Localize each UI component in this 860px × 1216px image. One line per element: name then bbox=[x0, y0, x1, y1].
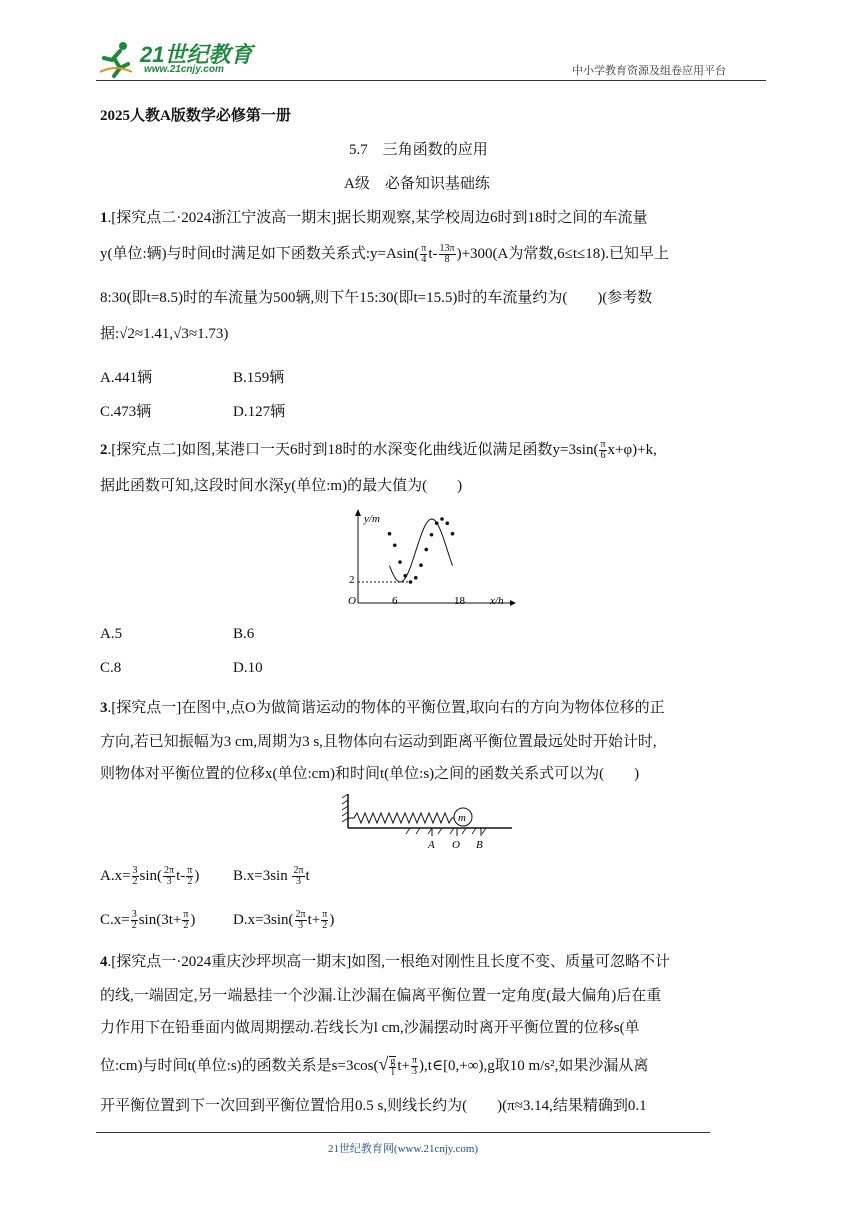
q4-text4b: ),t∈[0,+∞),g取10 m/s²,如果沙漏从离 bbox=[419, 1058, 649, 1074]
q4-line5: 开平衡位置到下一次回到平衡位置恰用0.5 s,则线长约为( )(π≈3.14,结果精确到0.1 bbox=[100, 1098, 647, 1114]
q2-depth-chart bbox=[340, 508, 520, 608]
q3-line2: 方向,若已知振幅为3 cm,周期为3 s,且物体向右运动到距离平衡位置最远处时开始计时, bbox=[100, 734, 657, 750]
q2-text1a: .[探究点二]如图,某港口一天6时到18时的水深变化曲线近似满足函数y=3sin( bbox=[107, 442, 599, 458]
data-point bbox=[398, 560, 402, 564]
q4-frac: $\frac{\pi}{3}$ bbox=[411, 1055, 418, 1078]
q4-sqrt: √ bbox=[378, 1054, 389, 1074]
logo-text: 21世纪教育 bbox=[140, 42, 253, 67]
data-point bbox=[388, 532, 392, 536]
data-point bbox=[393, 543, 397, 547]
logo-url: www.21cnjy.com bbox=[144, 64, 224, 75]
q1-line2 bbox=[100, 244, 669, 265]
point-a-label: A bbox=[428, 839, 435, 851]
point-b-label: B bbox=[476, 839, 483, 851]
q2-frac: $\frac{\pi}{6}$ bbox=[600, 439, 606, 462]
q2-option-a[interactable]: A.5 bbox=[100, 626, 123, 642]
footer-text: 21世纪教育网(www.21cnjy.com) bbox=[327, 1143, 479, 1155]
data-point bbox=[430, 533, 434, 537]
header-rule bbox=[96, 80, 766, 81]
q3-option-c[interactable]: C.x= $\frac{3}{2}$ sin(3t+ $\frac{\pi}{2}$ ) bbox=[100, 909, 196, 931]
q3-line1 bbox=[100, 698, 665, 718]
data-point bbox=[419, 563, 423, 567]
q2-line1 bbox=[100, 440, 657, 461]
data-point bbox=[403, 574, 407, 578]
q1-line1 bbox=[100, 208, 648, 228]
q2-option-c[interactable]: C.8 bbox=[100, 660, 122, 676]
q2-option-d[interactable]: D.10 bbox=[233, 660, 263, 676]
q1-option-d[interactable]: D.127辆 bbox=[233, 404, 286, 420]
q2-text1b: x+φ)+k, bbox=[607, 442, 657, 458]
logo bbox=[96, 36, 266, 80]
mass-label: m bbox=[458, 812, 466, 824]
q3-number: 3 bbox=[100, 700, 108, 716]
data-point bbox=[414, 576, 418, 580]
y-tick-2: 2 bbox=[349, 574, 355, 586]
q4-line2: 的线,一端固定,另一端悬挂一个沙漏.让沙漏在偏离平衡位置一定角度(最大偏角)后在重 bbox=[100, 988, 662, 1004]
q4-sqrt-frac: $\frac{g}{l}$ bbox=[390, 1055, 396, 1078]
x-tick-18: 18 bbox=[454, 595, 465, 607]
platform-name: 中小学教育资源及组卷应用平台 bbox=[572, 64, 726, 77]
x-axis-label: x/h bbox=[490, 595, 504, 607]
q4-line1 bbox=[100, 952, 670, 972]
q1-number: 1 bbox=[100, 210, 108, 226]
q2-option-b[interactable]: B.6 bbox=[233, 626, 255, 642]
data-point bbox=[424, 548, 428, 552]
q1-option-c[interactable]: C.473辆 bbox=[100, 404, 152, 420]
data-point bbox=[445, 521, 449, 525]
q3-line3: 则物体对平衡位置的位移x(单位:cm)和时间t(单位:s)之间的函数关系式可以为( ) bbox=[100, 766, 640, 782]
origin-label: O bbox=[348, 595, 356, 607]
q4-line3: 力作用下在铅垂面内做周期摆动.若线长为l cm,沙漏摆动时离开平衡位置的位移s(单 bbox=[100, 1020, 640, 1036]
x-axis-arrow bbox=[510, 600, 516, 606]
q1-option-a[interactable]: A.441辆 bbox=[100, 370, 153, 386]
q4-number: 4 bbox=[100, 954, 108, 970]
depth-curve bbox=[390, 519, 453, 582]
data-point bbox=[451, 532, 455, 536]
q3-text1: .[探究点一]在图中,点O为做简谐运动的物体的平衡位置,取向右的方向为物体位移的正 bbox=[107, 700, 665, 716]
q2-number: 2 bbox=[100, 442, 108, 458]
q1-frac1: $\frac{\pi}{4}$ bbox=[421, 243, 427, 266]
q1-line3: 8:30(即t=8.5)时的车流量为500辆,则下午15:30(即t=15.5)时的车流量约为( )(参考数 bbox=[100, 290, 653, 306]
level-title: A级 必备知识基础练 bbox=[344, 176, 490, 192]
q1-mid: t- bbox=[428, 246, 438, 262]
wall-hatch bbox=[342, 794, 348, 822]
q2-line2: 据此函数可知,这段时间水深y(单位:m)的最大值为( ) bbox=[100, 478, 463, 494]
floor-hatch bbox=[406, 828, 486, 834]
data-point bbox=[409, 580, 413, 584]
q4-line4: 位:cm)与时间t(单位:s)的函数关系是s=3cos(√ $\frac{g}{l}$ t+ $\frac{\pi}{3}$ ),t∈[0,+∞),g取10 m/s²,如果沙漏从离 bbox=[100, 1054, 649, 1078]
spring bbox=[348, 813, 456, 823]
q1-text1: .[探究点二·2024浙江宁波高一期末]据长期观察,某学校周边6时到18时之间的车流量 bbox=[107, 210, 648, 226]
section-title: 5.7 三角函数的应用 bbox=[349, 142, 488, 158]
data-point bbox=[440, 517, 444, 521]
chart-marks bbox=[358, 517, 454, 584]
point-o-label: O bbox=[452, 839, 460, 851]
q3-option-d[interactable]: D.x=3sin( $\frac{2\pi}{3}$ t+ $\frac{\pi}{2}$ ) bbox=[233, 909, 335, 931]
q1-option-b[interactable]: B.159辆 bbox=[233, 370, 285, 386]
q1-text2a: y(单位:辆)与时间t时满足如下函数关系式:y=Asin( bbox=[100, 246, 420, 262]
book-title: 2025人教A版数学必修第一册 bbox=[100, 108, 291, 124]
data-point bbox=[435, 521, 439, 525]
q4-text1: .[探究点一·2024重庆沙坪坝高一期末]如图,一根绝对刚性且长度不变、质量可忽略不计 bbox=[107, 954, 670, 970]
q1-line4: 据:√2≈1.41,√3≈1.73) bbox=[100, 326, 229, 342]
q1-frac2: $\frac{13\pi}{8}$ bbox=[439, 243, 455, 266]
q1-text2b: )+300(A为常数,6≤t≤18).已知早上 bbox=[456, 246, 670, 262]
q3-option-a[interactable]: A.x= $\frac{3}{2}$ sin( $\frac{2\pi}{3}$ t- $\frac{\pi}{2}$ ) bbox=[100, 865, 200, 887]
x-tick-6: 6 bbox=[392, 595, 398, 607]
q3-option-b[interactable]: B.x=3sin $\frac{2\pi}{3}$ t bbox=[233, 865, 310, 887]
y-axis-label: y/m bbox=[364, 513, 380, 525]
q4-text4a: 位:cm)与时间t(单位:s)的函数关系是s=3cos( bbox=[100, 1058, 379, 1074]
spring-figure bbox=[340, 790, 520, 852]
footer-rule bbox=[96, 1132, 710, 1133]
y-axis-arrow bbox=[355, 509, 361, 516]
runner-logo-icon bbox=[96, 38, 136, 78]
